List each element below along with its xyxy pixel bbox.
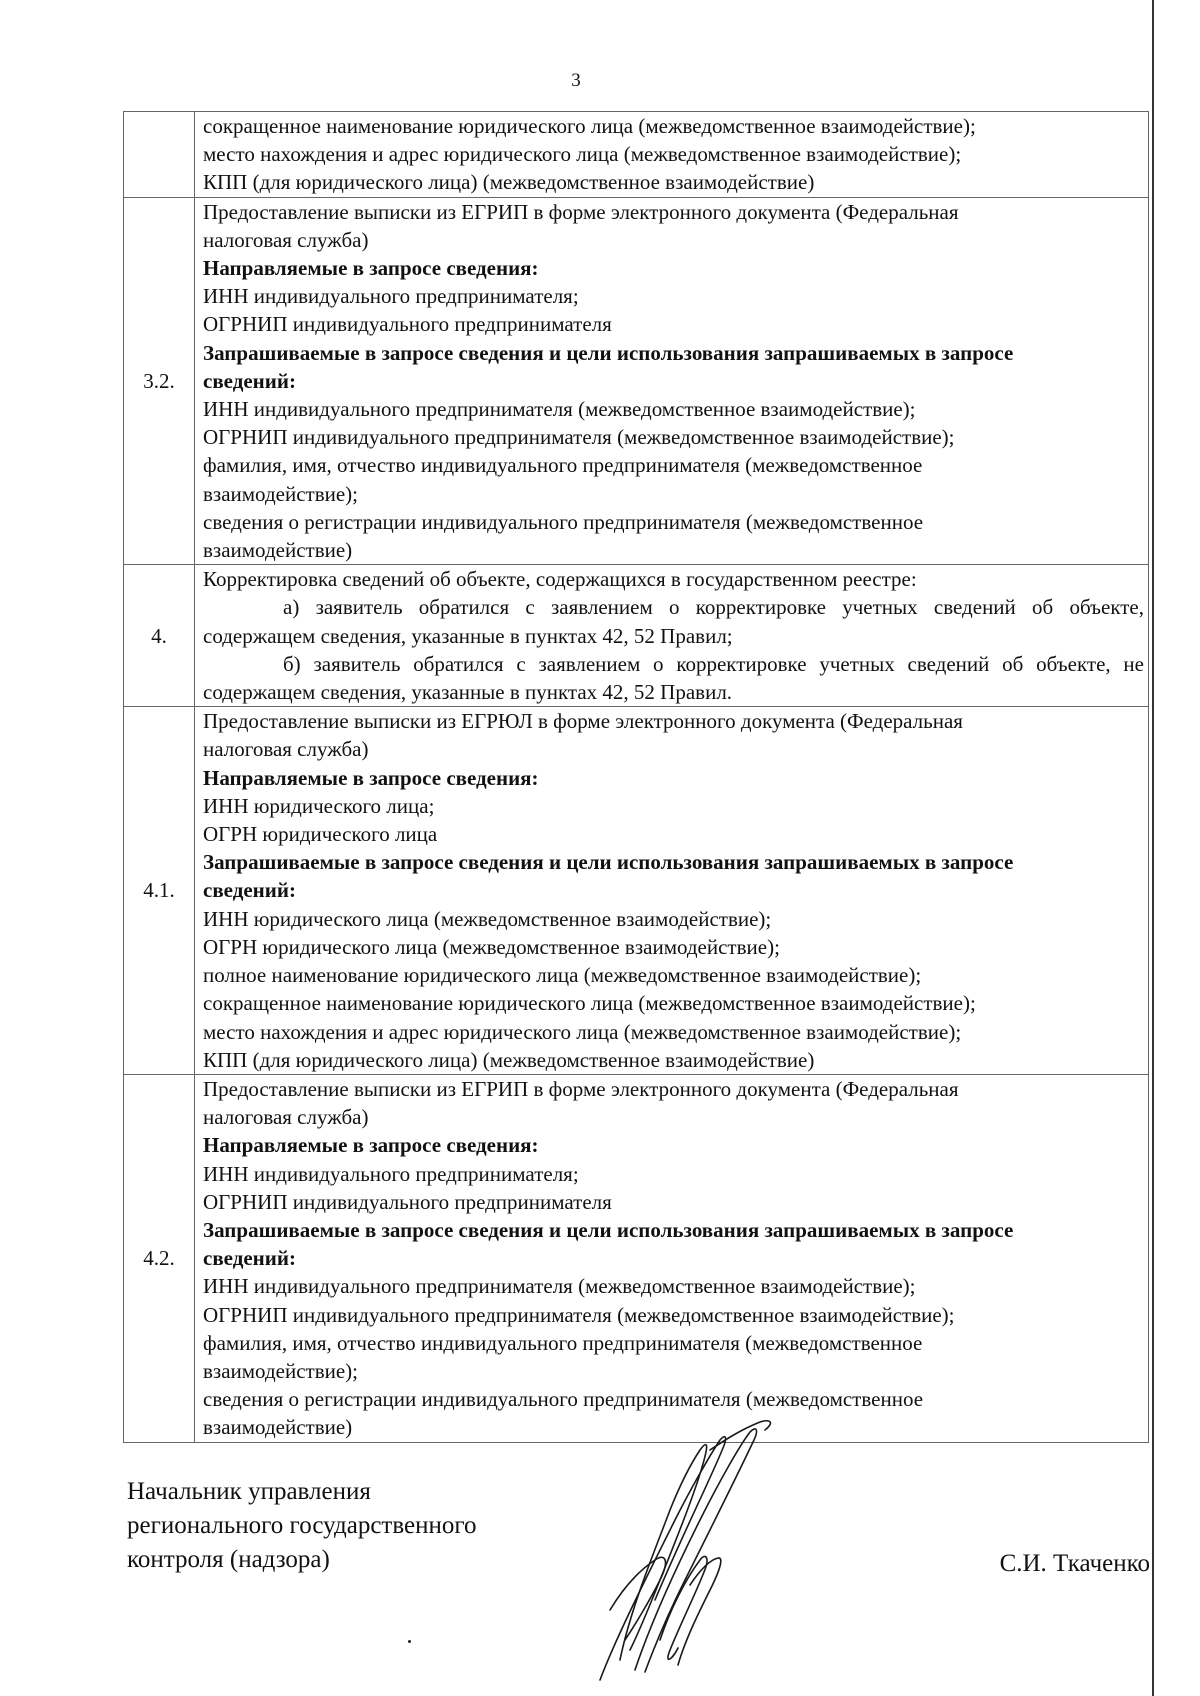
row-subheading: сведений: bbox=[203, 368, 296, 393]
row-line: ИНН индивидуального предпринимателя (межведомственное взаимодействие); bbox=[203, 1274, 916, 1299]
row-line: место нахождения и адрес юридического лица (межведомственное взаимодействие); bbox=[203, 1019, 962, 1044]
row-content bbox=[195, 197, 1149, 565]
requirements-table bbox=[123, 111, 1149, 1443]
handwritten-signature-icon bbox=[560, 1410, 820, 1695]
row-subheading: сведений: bbox=[203, 1246, 296, 1271]
row-line: Предоставление выписки из ЕГРИП в форме электронного документа (Федеральная bbox=[203, 199, 959, 224]
row-subheading: сведений: bbox=[203, 878, 296, 903]
row-line: взаимодействие); bbox=[203, 481, 358, 506]
row-line: ОГРНИП индивидуального предпринимателя bbox=[203, 1189, 612, 1214]
row-content bbox=[195, 707, 1149, 1075]
signer-position bbox=[127, 1475, 477, 1577]
row-line: ОГРНИП индивидуального предпринимателя bbox=[203, 312, 612, 337]
row-line: фамилия, имя, отчество индивидуального предпринимателя (межведомственное bbox=[203, 1330, 923, 1355]
row-line: полное наименование юридического лица (межведомственное взаимодействие); bbox=[203, 963, 922, 988]
row-line: КПП (для юридического лица) (межведомственное взаимодействие) bbox=[203, 1047, 815, 1072]
row-line: Корректировка сведений об объекте, содержащихся в государственном реестре: bbox=[203, 567, 917, 592]
row-number: 3.2. bbox=[124, 197, 195, 565]
table-row bbox=[124, 112, 1149, 198]
signer-name: С.И. Ткаченко bbox=[999, 1550, 1150, 1577]
row-line: ИНН индивидуального предпринимателя; bbox=[203, 284, 579, 309]
table-row bbox=[124, 1074, 1149, 1442]
row-number bbox=[124, 112, 195, 198]
signer-position-line: Начальник управления bbox=[127, 1478, 371, 1505]
row-line: КПП (для юридического лица) (межведомственное взаимодействие) bbox=[203, 170, 815, 195]
row-line: ИНН юридического лица (межведомственное взаимодействие); bbox=[203, 906, 772, 931]
page-edge-rule bbox=[1152, 0, 1154, 1696]
row-subheading: Запрашиваемые в запросе сведения и цели использования запрашиваемых в запросе bbox=[203, 340, 1014, 365]
ink-dot bbox=[408, 1640, 411, 1643]
row-line: сокращенное наименование юридического лица (межведомственное взаимодействие); bbox=[203, 114, 976, 138]
row-line: взаимодействие); bbox=[203, 1358, 358, 1383]
row-line: налоговая служба) bbox=[203, 227, 369, 252]
row-line: ОГРНИП индивидуального предпринимателя (межведомственное взаимодействие); bbox=[203, 1302, 955, 1327]
row-line: сокращенное наименование юридического лица (межведомственное взаимодействие); bbox=[203, 991, 976, 1016]
row-line: сведения о регистрации индивидуального предпринимателя (межведомственное bbox=[203, 1387, 924, 1412]
table-row bbox=[124, 565, 1149, 707]
row-content bbox=[195, 112, 1149, 198]
row-subheading: Запрашиваемые в запросе сведения и цели использования запрашиваемых в запросе bbox=[203, 850, 1014, 875]
row-line: ОГРНИП индивидуального предпринимателя (межведомственное взаимодействие); bbox=[203, 425, 955, 450]
table-row bbox=[124, 707, 1149, 1075]
row-content bbox=[195, 1074, 1149, 1442]
row-line: ИНН юридического лица; bbox=[203, 793, 435, 818]
row-line: налоговая служба) bbox=[203, 737, 369, 762]
row-number: 4.2. bbox=[124, 1074, 195, 1442]
row-line: сведения о регистрации индивидуального предпринимателя (межведомственное bbox=[203, 509, 924, 534]
row-line: место нахождения и адрес юридического лица (межведомственное взаимодействие); bbox=[203, 142, 962, 167]
row-line: взаимодействие) bbox=[203, 538, 353, 563]
row-content bbox=[195, 565, 1149, 707]
signer-position-line: контроля (надзора) bbox=[127, 1546, 330, 1573]
page-number: 3 bbox=[571, 70, 581, 91]
row-line: Предоставление выписки из ЕГРЮЛ в форме электронного документа (Федеральная bbox=[203, 709, 963, 734]
row-line: ОГРН юридического лица bbox=[203, 822, 438, 847]
row-line: ИНН индивидуального предпринимателя; bbox=[203, 1161, 579, 1186]
signer-position-line: регионального государственного bbox=[127, 1512, 477, 1539]
row-number: 4. bbox=[124, 565, 195, 707]
row-line: ИНН индивидуального предпринимателя (межведомственное взаимодействие); bbox=[203, 397, 916, 422]
row-subheading: Запрашиваемые в запросе сведения и цели использования запрашиваемых в запросе bbox=[203, 1217, 1014, 1242]
row-subheading: Направляемые в запросе сведения: bbox=[203, 765, 539, 790]
row-subheading: Направляемые в запросе сведения: bbox=[203, 256, 539, 281]
row-line: ОГРН юридического лица (межведомственное взаимодействие); bbox=[203, 934, 780, 959]
row-paragraph: б) заявитель обратился с заявлением о корректировке учетных сведений об объекте, не содержащем сведения, указанные в пунктах 42, 52 Правил. bbox=[203, 651, 1144, 705]
row-line: фамилия, имя, отчество индивидуального предпринимателя (межведомственное bbox=[203, 453, 923, 478]
row-subheading: Направляемые в запросе сведения: bbox=[203, 1133, 539, 1158]
row-line: налоговая служба) bbox=[203, 1105, 369, 1130]
row-line: взаимодействие) bbox=[203, 1415, 353, 1440]
row-number: 4.1. bbox=[124, 707, 195, 1075]
table-row bbox=[124, 197, 1149, 565]
row-line: Предоставление выписки из ЕГРИП в форме электронного документа (Федеральная bbox=[203, 1076, 959, 1101]
row-paragraph: а) заявитель обратился с заявлением о корректировке учетных сведений об объекте, содержащем сведения, указанные в пунктах 42, 52 Правил; bbox=[203, 595, 1144, 648]
